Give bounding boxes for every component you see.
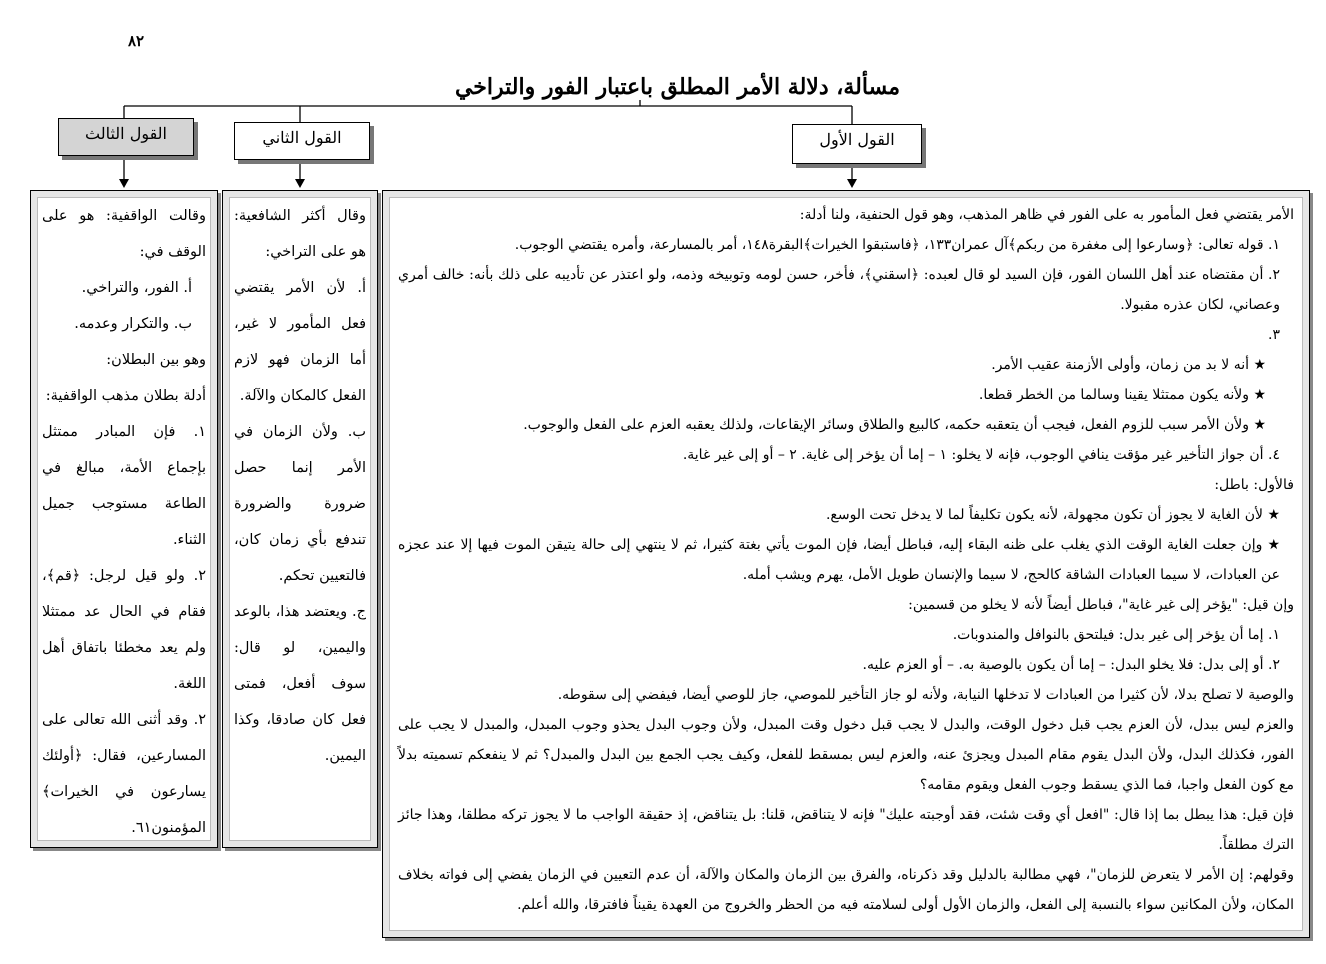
- first-line: ★ ولأنه يكون ممتثلا يقينا وسالما من الخطر قطعا.: [978, 387, 1266, 403]
- second-line: ب. ولأن الزمان في الأمر إنما حصل ضرورة والضرورة تندفع بأي زمان كان، فالتعيين تحكم.: [234, 424, 366, 584]
- page-number: ٨٢: [128, 32, 145, 50]
- third-line: وهو بين البطلان:: [106, 352, 206, 368]
- first-opinion-column: [382, 190, 1310, 938]
- third-line: أدلة بطلان مذهب الواقفية:: [45, 388, 206, 404]
- second-opinion-column: [222, 190, 378, 848]
- first-line: ٢. أو إلى بدل: فلا يخلو البدل: – إما أن يكون بالوصية به. – أو العزم عليه.: [862, 657, 1280, 673]
- first-line: ★ ولأن الأمر سبب للزوم الفعل، فيجب أن يتعقبه حكمه، كالبيع والطلاق وسائر الإيقاعات، ولذلك يعقبه العزم على الفعل والوجوب.: [523, 417, 1266, 433]
- first-line: ★ أنه لا بد من زمان، وأولى الأزمنة عقيب الأمر.: [991, 357, 1266, 373]
- third-line: ٢. ولو قيل لرجل: ﴿قم﴾، فقام في الحال عد ممتثلا ولم يعد مخطئا باتفاق أهل اللغة.: [42, 568, 206, 692]
- first-opinion-text: [389, 197, 1303, 931]
- third-opinion-text: [37, 197, 211, 841]
- second-line: ج. ويعتضد هذا، بالوعد واليمين، لو قال: سوف أفعل، فمتى فعل كان صادقا، وكذا اليمين.: [234, 604, 366, 764]
- page-title: مسألة، دلالة الأمر المطلق باعتبار الفور والتراخي: [454, 74, 900, 100]
- third-opinion-column: [30, 190, 218, 848]
- second-opinion-text: [229, 197, 371, 841]
- header-first-opinion: [792, 124, 922, 164]
- second-line: وقال أكثر الشافعية: هو على التراخي:: [234, 208, 366, 260]
- first-line: ٣.: [1268, 327, 1280, 343]
- second-line: أ. لأن الأمر يقتضي فعل المأمور لا غير، أما الزمان فهو لازم الفعل كالمكان والآلة.: [234, 280, 366, 404]
- first-line: ١. إما أن يؤخر إلى غير بدل: فيلتحق بالنوافل والمندوبات.: [952, 627, 1280, 643]
- first-line: الأمر يقتضي فعل المأمور به على الفور في ظاهر المذهب، وهو قول الحنفية، ولنا أدلة:: [799, 207, 1294, 223]
- header-first-label: القول الأول: [819, 130, 895, 149]
- first-line: ١. قوله تعالى: ﴿وسارعوا إلى مغفرة من ربكم﴾آل عمران١٣٣، ﴿فاستبقوا الخيرات﴾البقرة١٤٨، أمر بالمسارعة، وأمره يقتضي الوجوب.: [514, 237, 1280, 253]
- third-line: ب. والتكرار وعدمه.: [74, 316, 192, 332]
- header-third-opinion: [58, 118, 194, 156]
- first-line: ٢. أن مقتضاه عند أهل اللسان الفور، فإن السيد لو قال لعبده: ﴿اسقني﴾، فأخر، حسن لومه وتوبيخه وذمه، ولو اعتذر عن تأديبه على ذلك بأنه: خالف أمري وعصاني، لكان عذره مقبولا.: [398, 267, 1280, 313]
- third-line: وقالت الواقفية: هو على الوقف في:: [42, 208, 206, 260]
- first-line: وإن قيل: "يؤخر إلى غير غاية"، فباطل أيضاً لأنه لا يخلو من قسمين:: [908, 597, 1294, 613]
- first-line: والعزم ليس ببدل، لأن العزم يجب قبل دخول الوقت، والبدل لا يجب قبل دخول وقت المبدل، ولأن وجوب البدل يحذو وجوب المبدل، والمبدل لا يجب على الفور، فكذلك البدل، ولأن البدل يقوم مقام المبدل ويجزئ عنه، والعزم ليس بمسقط للفعل، وكيف يجب الجمع بين البدل والمبدل؟ ثم لا ينفعكم تسميته بدلاً مع كون الفعل واجبا، فما الذي يسقط وجوب الفعل ويقوم مقامه؟: [398, 717, 1294, 793]
- header-second-opinion: [234, 122, 370, 160]
- third-line: أ. الفور، والتراخي.: [81, 280, 192, 296]
- first-line: ★ وإن جعلت الغاية الوقت الذي يغلب على ظنه البقاء إليه، فباطل أيضا، فإن الموت يأتي بغتة كثيرا، ثم لا ينتهي إلى حالة يتيقن الموت فيها إلا عند عجزه عن العبادات، لا سيما العبادات الشاقة كالحج، لا سيما والإنسان طويل الأمل، يهرم ويشب أمله.: [398, 537, 1280, 583]
- header-second-label: القول الثاني: [262, 128, 342, 147]
- third-line: ٢. وقد أثنى الله تعالى على المسارعين، فقال: ﴿أولئك يسارعون في الخيرات﴾المؤمنون٦١.: [42, 712, 206, 836]
- first-line: فإن قيل: هذا يبطل بما إذا قال: "افعل أي وقت شئت، فقد أوجبته عليك" فإنه لا يتناقض، قلنا: بل يتناقض، إذ حقيقة الواجب ما لا يجوز تركه مطلقا، وهذا جائز الترك مطلقاً.: [398, 807, 1294, 853]
- header-third-label: القول الثالث: [85, 124, 167, 143]
- first-line: والوصية لا تصلح بدلا، لأن كثيرا من العبادات لا تدخلها النيابة، ولأنه لو جاز التأخير للموصي، جاز للوصي أيضا، فيفضي إلى سقوطه.: [557, 687, 1294, 703]
- first-line: ★ لأن الغاية لا يجوز أن تكون مجهولة، لأنه يكون تكليفاً لما لا يدخل تحت الوسع.: [825, 507, 1280, 523]
- first-line: ٤. أن جواز التأخير غير مؤقت ينافي الوجوب، فإنه لا يخلو: ١ – إما أن يؤخر إلى غاية. ٢ – أو إلى غير غاية.: [682, 447, 1280, 463]
- third-line: ١. فإن المبادر ممتثل بإجماع الأمة، مبالغ في الطاعة مستوجب جميل الثناء.: [42, 424, 206, 548]
- first-line: فالأول: باطل:: [1214, 477, 1294, 493]
- first-line: وقولهم: إن الأمر لا يتعرض للزمان"، فهي مطالبة بالدليل وقد ذكرناه، والفرق بين الزمان والمكان والآلة، أن عدم التعيين في الزمان يفضي إلى فواته بخلاف المكان، ولأن المكانين سواء بالنسبة إلى الفعل، والزمان الأول أولى لسلامته فيه من الحظر والخروج من العهدة يقيناً فافترقا، والله أعلم.: [398, 867, 1294, 913]
